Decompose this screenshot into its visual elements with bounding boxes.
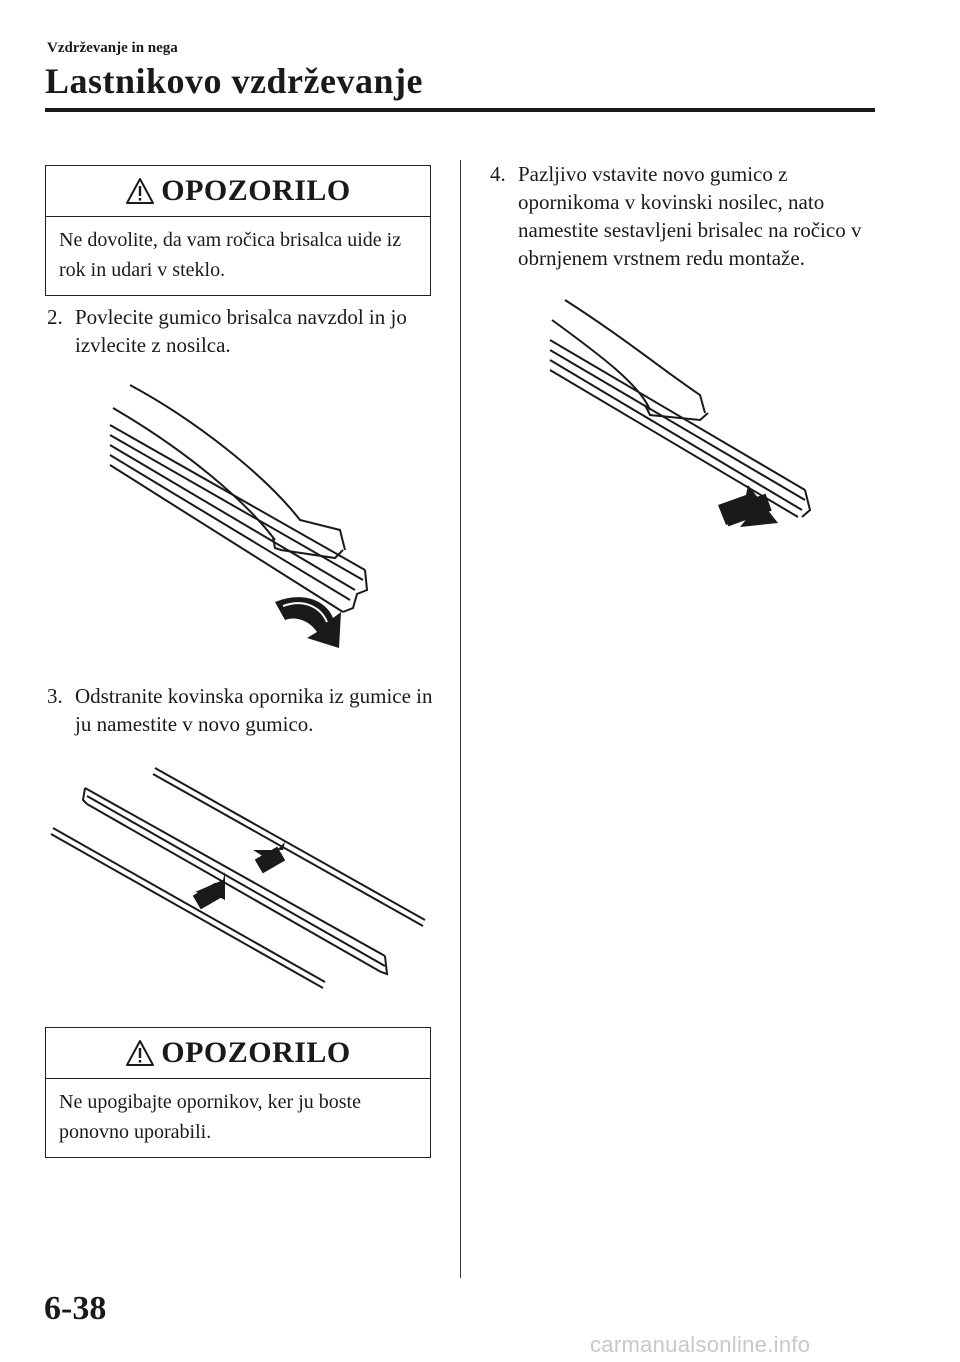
warning-label: OPOZORILO [161, 174, 351, 207]
step-text: Odstranite kovinska opornika iz gumice in ju namestite v novo gumico. [75, 684, 433, 736]
page-title: Lastnikovo vzdrževanje [45, 61, 423, 101]
warning-triangle-icon [125, 177, 155, 205]
step-text: Povlecite gumico brisalca navzdol in jo izvlecite z nosilca. [75, 305, 407, 357]
page-number: 6-38 [44, 1290, 107, 1327]
title-rule [45, 108, 875, 112]
warning-box-1 [45, 165, 431, 296]
step-2 [47, 303, 442, 359]
warning-text: Ne upogibajte opornikov, ker ju boste ponovno uporabili. [59, 1091, 361, 1143]
step-4 [490, 160, 880, 272]
step-number: 2. [47, 305, 63, 329]
section-label: Vzdrževanje in nega [47, 40, 178, 56]
step-number: 4. [490, 162, 506, 186]
warning-box-2 [45, 1027, 431, 1158]
warning-triangle-icon [125, 1039, 155, 1067]
step-text: Pazljivo vstavite novo gumico z opornikoma v kovinski nosilec, nato namestite sestavljeni brisalec na ročico v obrnjenem vrstnem redu montaže. [518, 162, 862, 270]
warning-header [46, 1028, 430, 1079]
step-3 [47, 682, 442, 738]
warning-text: Ne dovolite, da vam ročica brisalca uide iz rok in udari v steklo. [59, 229, 402, 281]
wiper-insert-illustration [540, 295, 830, 545]
column-divider [460, 160, 461, 1278]
watermark: carmanualsonline.info [590, 1332, 811, 1357]
warning-header [46, 166, 430, 217]
wiper-pull-illustration [95, 380, 395, 660]
step-number: 3. [47, 684, 63, 708]
warning-label: OPOZORILO [161, 1036, 351, 1069]
support-strips-illustration [45, 760, 435, 995]
